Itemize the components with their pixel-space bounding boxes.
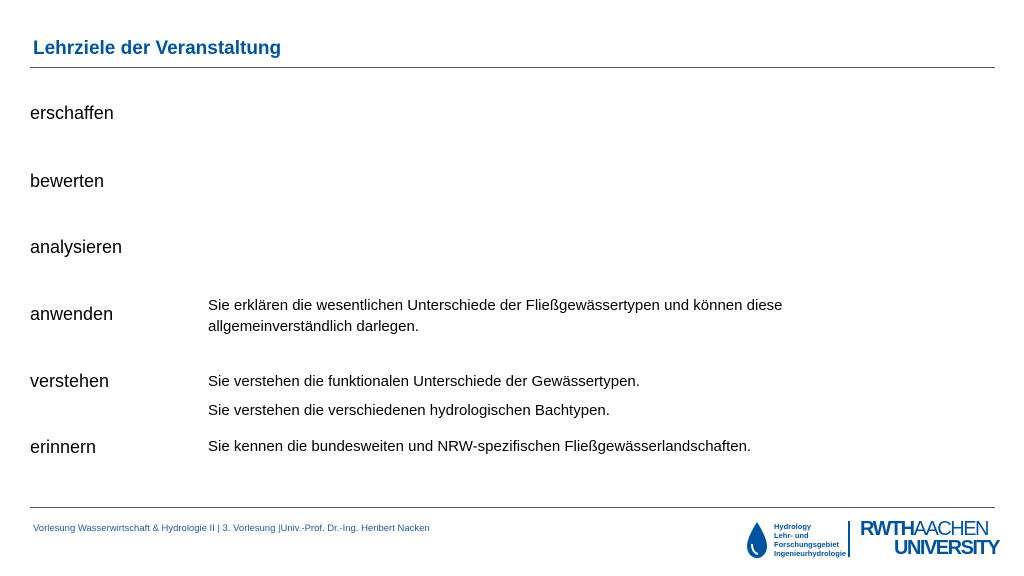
rwth-logo-part3: UNIVERSITY: [894, 537, 1000, 559]
logo-separator: [848, 521, 850, 557]
level-label-analysieren: analysieren: [30, 237, 123, 257]
objective-erinnern: Sie kennen die bundesweiten und NRW-spezifischen Fließgewässerlandschaften.: [208, 438, 752, 455]
hydrology-logo: [744, 520, 847, 560]
objective-verstehen-1: Sie verstehen die funktionalen Unterschiede der Gewässertypen.: [208, 373, 640, 390]
rwth-logo-part2: AACHEN: [913, 518, 988, 540]
header-divider: [30, 67, 995, 68]
page-title: Lehrziele der Veranstaltung: [33, 38, 282, 59]
footer-text: Vorlesung Wasserwirtschaft & Hydrologie II | 3. Vorlesung |Univ.-Prof. Dr.-Ing. Heribert Nacken: [33, 523, 430, 534]
level-label-verstehen: verstehen: [30, 371, 110, 391]
level-label-erschaffen: erschaffen: [30, 103, 114, 123]
level-label-anwenden: anwenden: [30, 304, 114, 324]
water-drop-icon: [744, 520, 770, 560]
hydrology-logo-text: Hydrology Lehr- und Forschungsgebiet Ingenieurhydrologie: [774, 522, 847, 558]
objective-verstehen-2: Sie verstehen die verschiedenen hydrologischen Bachtypen.: [208, 402, 610, 419]
level-label-erinnern: erinnern: [30, 437, 97, 457]
rwth-logo-part1: RWTH: [860, 518, 914, 540]
rwth-aachen-logo: [860, 520, 999, 558]
footer-divider: [30, 507, 995, 508]
objective-anwenden: Sie erklären die wesentlichen Unterschiede der Fließgewässertypen und können diese allgemeinverständlich darlegen.: [208, 297, 783, 335]
level-label-bewerten: bewerten: [30, 171, 105, 191]
